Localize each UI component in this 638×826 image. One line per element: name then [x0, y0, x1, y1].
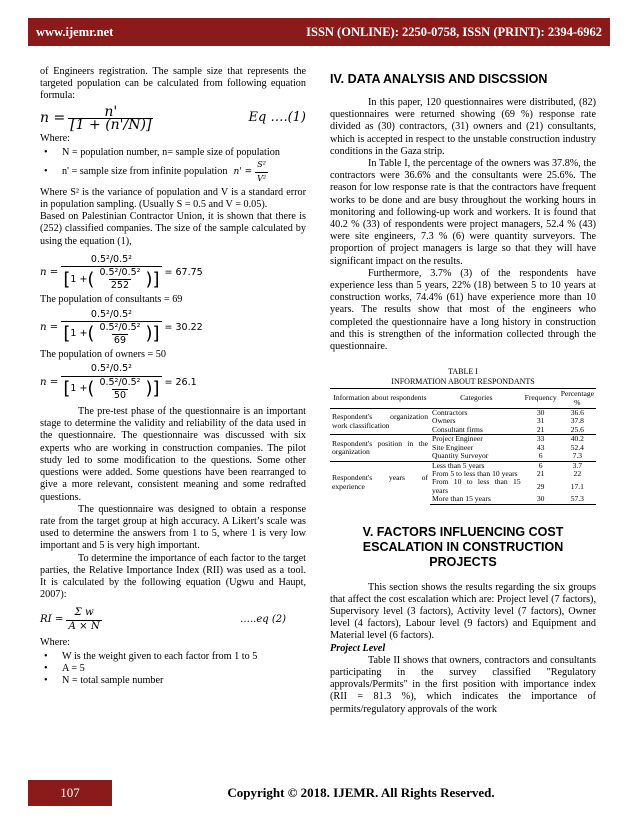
equation-1-tag: Eq ….(1): [248, 110, 306, 126]
section-4-heading: IV. DATA ANALYSIS AND DISCSSION: [330, 72, 548, 86]
col-header: Information about respondents: [330, 389, 430, 409]
percentage-cell: 17.1: [570, 481, 584, 491]
definition-item: • A = 5: [40, 663, 306, 675]
col-header: Percentage %: [560, 389, 594, 407]
respondents-table: [330, 388, 596, 504]
intro-paragraph: of Engineers registration. The sample size that represents the targeted population can be calculated from following equation formula:: [40, 66, 306, 102]
table-row: [330, 409, 596, 418]
definition-item: • N = total sample number: [40, 675, 306, 687]
percentage-cell: 37.8: [570, 416, 584, 426]
category-cell: Quantity Surveyor: [432, 451, 489, 461]
table-header-row: [330, 389, 596, 409]
frequency-cell: 21: [536, 468, 545, 478]
col-header: Categories: [430, 389, 523, 409]
equation-2: RI = $\frac{\text{Σ w}}{A \times N}$ …..eq (2): [40, 607, 286, 632]
percentage-cell: 3.7: [559, 461, 596, 470]
frequency-cell: 30: [523, 495, 559, 504]
table-caption: [330, 367, 596, 387]
header-bar: [28, 18, 610, 46]
percentage-cell: 36.6: [570, 408, 584, 418]
likert-paragraph: The questionnaire was designed to obtain a response rate from the target group at high accuracy. A Likert’s scale was used to determine the answers from 1 to 5, where 1 is very low important and 5 is very high important.: [40, 503, 306, 552]
definition-item: • n' = sample size from infinite population n' = $\frac{\text{S²}}{\text{V²}}$: [40, 159, 306, 184]
table-label: TABLE I: [448, 367, 478, 377]
group-name-cell: Respondent's years of experience: [330, 461, 430, 504]
factors-paragraph: This section shows the results regarding the six groups that affect the cost escalation which are: Project level (7 factors), Supervisory level (3 factors), Activity level (7 factors), Owner level (4 factors), Labour level (9 factors) and Equipment and Material level (6 factors).: [330, 581, 596, 642]
frequency-cell: 43: [536, 442, 545, 452]
rii-paragraph: To determine the importance of each factor to the target parties, the Relative Importance Index (RII) was used as a tool. It is calculated by the following equation (Ugwu and Haupt, 2007):: [40, 552, 306, 601]
variance-paragraph: Where S² is the variance of population and V is a standard error in population sampling. (Usually S = 0.5 and V = 0.05).: [40, 186, 306, 211]
frequency-cell: 31: [536, 416, 545, 426]
table-2-paragraph: Table II shows that owners, contractors and consultants participating in the survey classified "Regulatory approvals/Permits" in the first position with importance index (RII = 81.3 %), which indicates the importance of permits/regulatory approvals of the work: [330, 654, 596, 715]
where-label-2: Where:: [40, 636, 70, 648]
copyright: Copyright © 2018. IJEMR. All Rights Reserved.: [227, 785, 495, 800]
footer-bar: [28, 780, 610, 806]
definitions-list-1: [40, 147, 306, 185]
category-cell: Owners: [432, 416, 456, 426]
frequency-cell: 30: [536, 408, 545, 418]
percentage-cell: 57.3: [559, 495, 596, 504]
experience-paragraph: Furthermore, 3.7% (3) of the respondents have experience less than 5 years, 22% (18) between 5 to 10 years at construction works, 74.4% (61) have experience more than 10 years. The results show that most of the engineers who completed the questionnaire have a long history in construction and this is strengthen of the information collected through the questionnaire.: [330, 267, 596, 353]
right-column: [330, 66, 596, 716]
percentage-cell: 7.3: [572, 451, 583, 461]
percentage-cell: 25.6: [570, 424, 584, 434]
pretest-paragraph: The pre-test phase of the questionnaire is an important stage to determine the validity and reliability of the data used in the questionnaire. The questionnaire was discussed with six experts who are working in construction companies. The pilot study led to some modification to the questions. Some other questions were added. Some questions have been rearranged to give a more relevant, consistent meaning and some redrafted questions.: [40, 406, 306, 503]
category-cell: Consultant firms: [432, 424, 483, 434]
where-label-1: Where:: [40, 133, 70, 145]
group-name-cell: Respondent's organization work classification: [332, 412, 428, 430]
union-paragraph: Based on Palestinian Contractor Union, it is shown that there is (252) classified companies. The size of the sample calculated by using the equation (1),: [40, 211, 306, 247]
frequency-cell: 6: [538, 451, 543, 461]
percentage-cell: 22: [573, 468, 582, 478]
definition-item: • N = population number, n= sample size of population: [40, 147, 306, 159]
category-cell: Site Engineer: [432, 442, 474, 452]
section-5-heading: V. FACTORS INFLUENCING COST ESCALATION IN CONSTRUCTION PROJECTS: [362, 524, 564, 569]
frequency-cell: 29: [536, 481, 545, 491]
equation-2-tag: …..eq (2): [239, 613, 286, 625]
page-number: 107: [28, 780, 112, 806]
category-cell: Project Engineer: [430, 435, 523, 444]
group-name-cell: Respondent's position in the organization: [330, 435, 430, 461]
journal-website: www.ijemr.net: [36, 24, 114, 39]
category-cell: Less than 5 years: [430, 461, 523, 470]
frequency-cell: 33: [523, 435, 559, 444]
project-level-subheading: Project Level: [330, 642, 386, 654]
inline-equation: n' = $\frac{\text{S²}}{\text{V²}}$: [233, 159, 271, 184]
definition-item: • W is the weight given to each factor from 1 to 5: [40, 651, 306, 663]
category-cell: More than 15 years: [430, 495, 523, 504]
definitions-list-2: [40, 651, 306, 688]
equation-consultants: n = 0.5²/0.5² [ 1 + ( $\frac{\text{0.5²/0.5²}}{69}$ )] = 30.22: [40, 308, 203, 347]
equation-contractors: n = 0.5²/0.5² [ 1 + ( $\frac{\text{0.5²/0.5²}}{252}$ )] = 67.75: [40, 253, 203, 292]
table-discussion-paragraph: In Table I, the percentage of the owners was 37.8%, the contractors were 36.6% and the consultants were 25.6%. The reason for low response rate is that the contractors have frequent works to be done and are busy throughout the working hours in monitoring and following-up work and workers. It is found that 40.2 % (33) of respondents were project managers, 52.4 % (43) were site engineers, 7.3 % (6) were quantity surveyors. The proportion of project managers is large so that they will have significant impact on the results.: [330, 158, 596, 267]
category-cell: From 10 to less than 15 years: [432, 477, 521, 495]
journal-issn: ISSN (ONLINE): 2250-0758, ISSN (PRINT): 2394-6962: [306, 24, 602, 39]
equation-1: n = $\frac{n'}{[1 + (n'/N)]}$ Eq ….(1): [40, 103, 306, 133]
category-cell: From 5 to less than 10 years: [432, 468, 518, 478]
category-cell: Contractors: [432, 408, 468, 418]
response-paragraph: In this paper, 120 questionnaires were distributed, (82) questionnaires were returned showing (69 %) response rate divided as (30) contractors, (31) owners and (21) consultants, which is accepted in respect to the unstable construction industry conditions in the Gaza strip.: [330, 97, 596, 157]
frequency-cell: 21: [536, 424, 545, 434]
owners-population: The population of owners = 50: [40, 349, 166, 361]
equation-owners: n = 0.5²/0.5² [ 1 + ( $\frac{\text{0.5²/0.5²}}{50}$ )] = 26.1: [40, 363, 197, 401]
table-title: INFORMATION ABOUT RESPONDANTS: [391, 377, 535, 387]
percentage-cell: 40.2: [559, 435, 596, 444]
left-column: [40, 66, 306, 690]
frequency-cell: 6: [523, 461, 559, 470]
col-header: Frequency: [523, 389, 559, 409]
consultants-population: The population of consultants = 69: [40, 294, 183, 306]
percentage-cell: 52.4: [570, 442, 584, 452]
